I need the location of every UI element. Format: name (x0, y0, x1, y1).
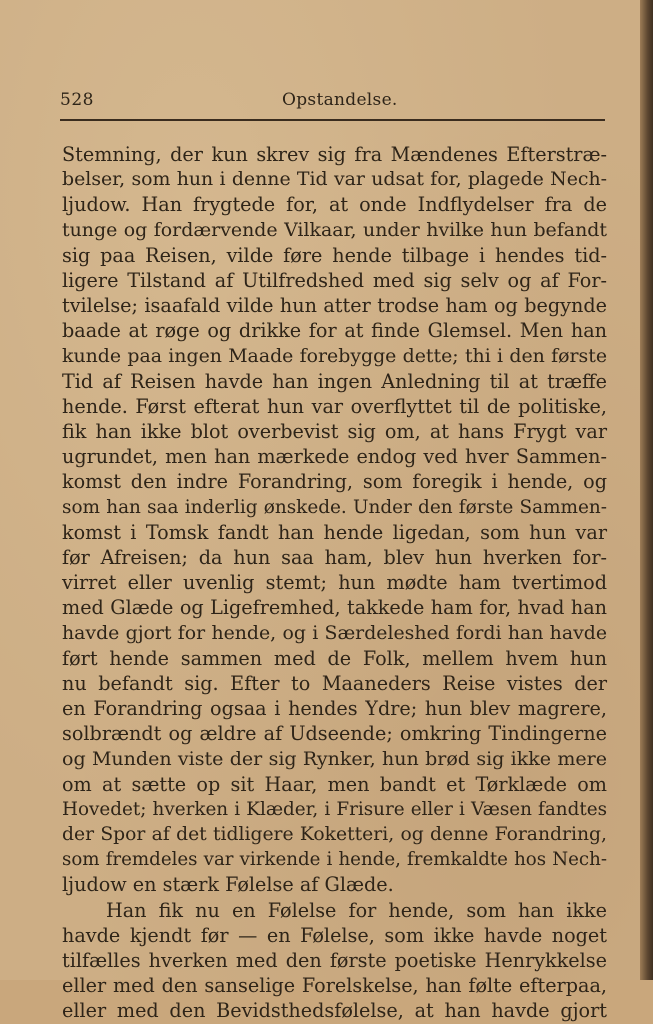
page-header (60, 88, 605, 114)
text-line: og Munden viste der sig Rynker, hun brød sig ikke mere (62, 747, 607, 770)
text-line: som han saa inderlig ønskede. Under den første Sammen- (62, 496, 607, 518)
text-line: belser, som hun i denne Tid var udsat for, plagede Nech- (62, 168, 607, 191)
text-line: Tid af Reisen havde han ingen Anledning til at træffe (62, 369, 607, 393)
text-line: med Glæde og Ligefremhed, takkede ham for, hvad han (62, 596, 607, 620)
header-rule (60, 119, 605, 121)
book-spine-edge (640, 0, 653, 980)
text-line: tunge og fordærvende Vilkaar, under hvilke hun befandt (62, 218, 607, 241)
text-line: hende. Først efterat hun var overflyttet til de politiske, (62, 394, 607, 418)
running-title: Opstandelse. (282, 90, 398, 110)
text-line: havde kjendt før — en Følelse, som ikke havde noget (62, 923, 607, 947)
text-line: ligere Tilstand af Utilfredshed med sig selv og af For- (62, 268, 607, 292)
text-line: kunde paa ingen Maade forebygge dette; thi i den første (62, 344, 607, 367)
text-line: komst i Tomsk fandt han hende ligedan, som hun var (62, 520, 607, 544)
text-line: om at sætte op sit Haar, men bandt et Tørklæde om (62, 772, 607, 796)
text-line: der Spor af det tidligere Koketteri, og denne Forandring, (62, 824, 607, 846)
text-line: ljudow. Han frygtede for, at onde Indflydelser fra de (62, 193, 607, 217)
text-line: ljudow en stærk Følelse af Glæde. (62, 873, 394, 897)
text-line: virret eller uvenlig stemt; hun mødte ham tvertimod (62, 571, 607, 595)
text-line: Hovedet; hverken i Klæder, i Frisure eller i Væsen fandtes (62, 798, 607, 820)
text-line: ført hende sammen med de Folk, mellem hvem hun (62, 646, 607, 670)
text-line: Han fik nu en Følelse for hende, som han ikke (106, 898, 607, 922)
page-number: 528 (60, 90, 94, 110)
text-line: baade at røge og drikke for at finde Glemsel. Men han (62, 319, 607, 343)
text-line: komst den indre Forandring, som foregik i hende, og (62, 470, 607, 494)
text-line: havde gjort for hende, og i Særdeleshed fordi han havde (62, 621, 607, 644)
text-line: tilfælles hverken med den første poetiske Henrykkelse (62, 949, 607, 972)
text-line: eller med den sanselige Forelskelse, han følte efterpaa, (62, 974, 607, 998)
text-line: solbrændt og ældre af Udseende; omkring Tindingerne (62, 722, 607, 746)
text-line: en Forandring ogsaa i hendes Ydre; hun blev magrere, (62, 697, 607, 721)
text-line: som fremdeles var virkende i hende, fremkaldte hos Nech- (62, 849, 607, 871)
text-line: sig paa Reisen, vilde føre hende tilbage i hendes tid- (62, 243, 607, 267)
text-line: eller med den Bevidsthedsfølelse, at han havde gjort (62, 999, 607, 1023)
text-line: ugrundet, men han mærkede endog ved hver Sammen- (62, 445, 607, 469)
text-line: Stemning, der kun skrev sig fra Mændenes Efterstræ- (62, 143, 607, 166)
text-line: nu befandt sig. Efter to Maaneders Reise vistes der (62, 671, 607, 695)
body-text (62, 142, 607, 1024)
text-line: før Afreisen; da hun saa ham, blev hun hverken for- (62, 546, 607, 569)
text-line: tvilelse; isaafald vilde hun atter trodse ham og begynde (62, 294, 607, 318)
text-line: fik han ikke blot overbevist sig om, at hans Frygt var (62, 420, 607, 444)
